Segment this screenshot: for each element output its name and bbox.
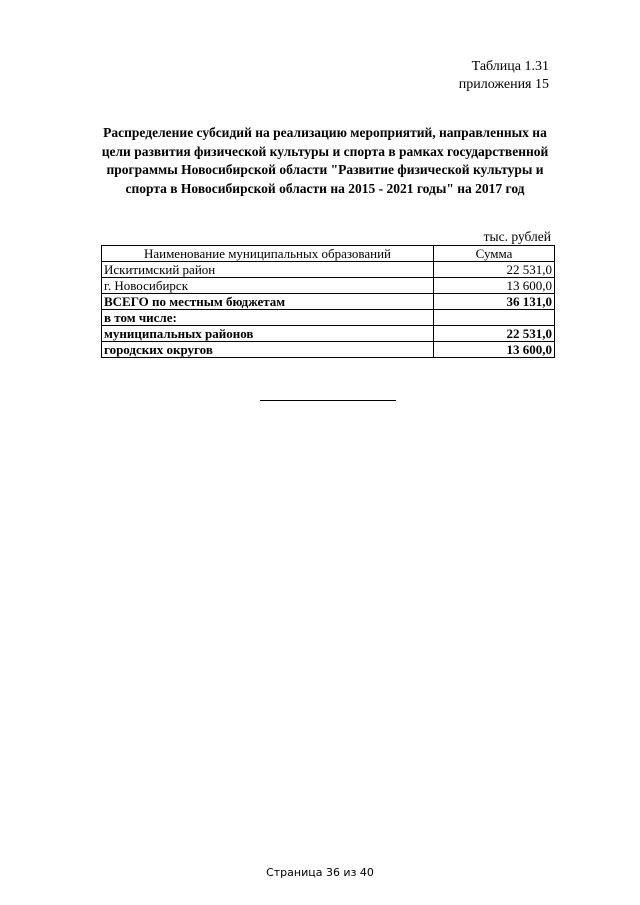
row-name: городских округов xyxy=(102,342,434,358)
row-name: Искитимский район xyxy=(102,262,434,278)
table-header-row xyxy=(102,246,555,262)
row-amount: 13 600,0 xyxy=(434,342,555,358)
table-row-total xyxy=(102,294,555,310)
appendix-number: приложения 15 xyxy=(458,77,549,92)
page-number: Страница 36 из 40 xyxy=(266,866,374,879)
title-line: программы Новосибирской области "Развитие физической культуры и xyxy=(106,162,544,177)
table-row xyxy=(102,278,555,294)
table-row xyxy=(102,262,555,278)
column-header-amount: Сумма xyxy=(434,246,555,262)
row-amount: 13 600,0 xyxy=(434,278,555,294)
row-amount xyxy=(434,310,555,326)
row-amount: 36 131,0 xyxy=(434,294,555,310)
unit-label: тыс. рублей xyxy=(483,229,551,244)
row-name: в том числе: xyxy=(102,310,434,326)
table-reference xyxy=(459,58,549,94)
table-row xyxy=(102,342,555,358)
title-line: цели развития физической культуры и спорта в рамках государственной xyxy=(101,143,549,159)
row-amount: 22 531,0 xyxy=(434,262,555,278)
document-title xyxy=(100,124,550,198)
row-name: муниципальных районов xyxy=(102,326,434,342)
row-name: ВСЕГО по местным бюджетам xyxy=(102,294,434,310)
table-row-subheading xyxy=(102,310,555,326)
row-name: г. Новосибирск xyxy=(102,278,434,294)
table-row xyxy=(102,326,555,342)
title-line: Распределение субсидий на реализацию мероприятий, направленных на xyxy=(103,125,547,140)
title-line: спорта в Новосибирской области на 2015 - 2021 годы" на 2017 год xyxy=(125,180,525,196)
column-header-name: Наименование муниципальных образований xyxy=(102,246,434,262)
separator-line xyxy=(260,400,396,401)
row-amount: 22 531,0 xyxy=(434,326,555,342)
table-number: Таблица 1.31 xyxy=(471,59,549,74)
subsidy-table xyxy=(101,245,555,358)
